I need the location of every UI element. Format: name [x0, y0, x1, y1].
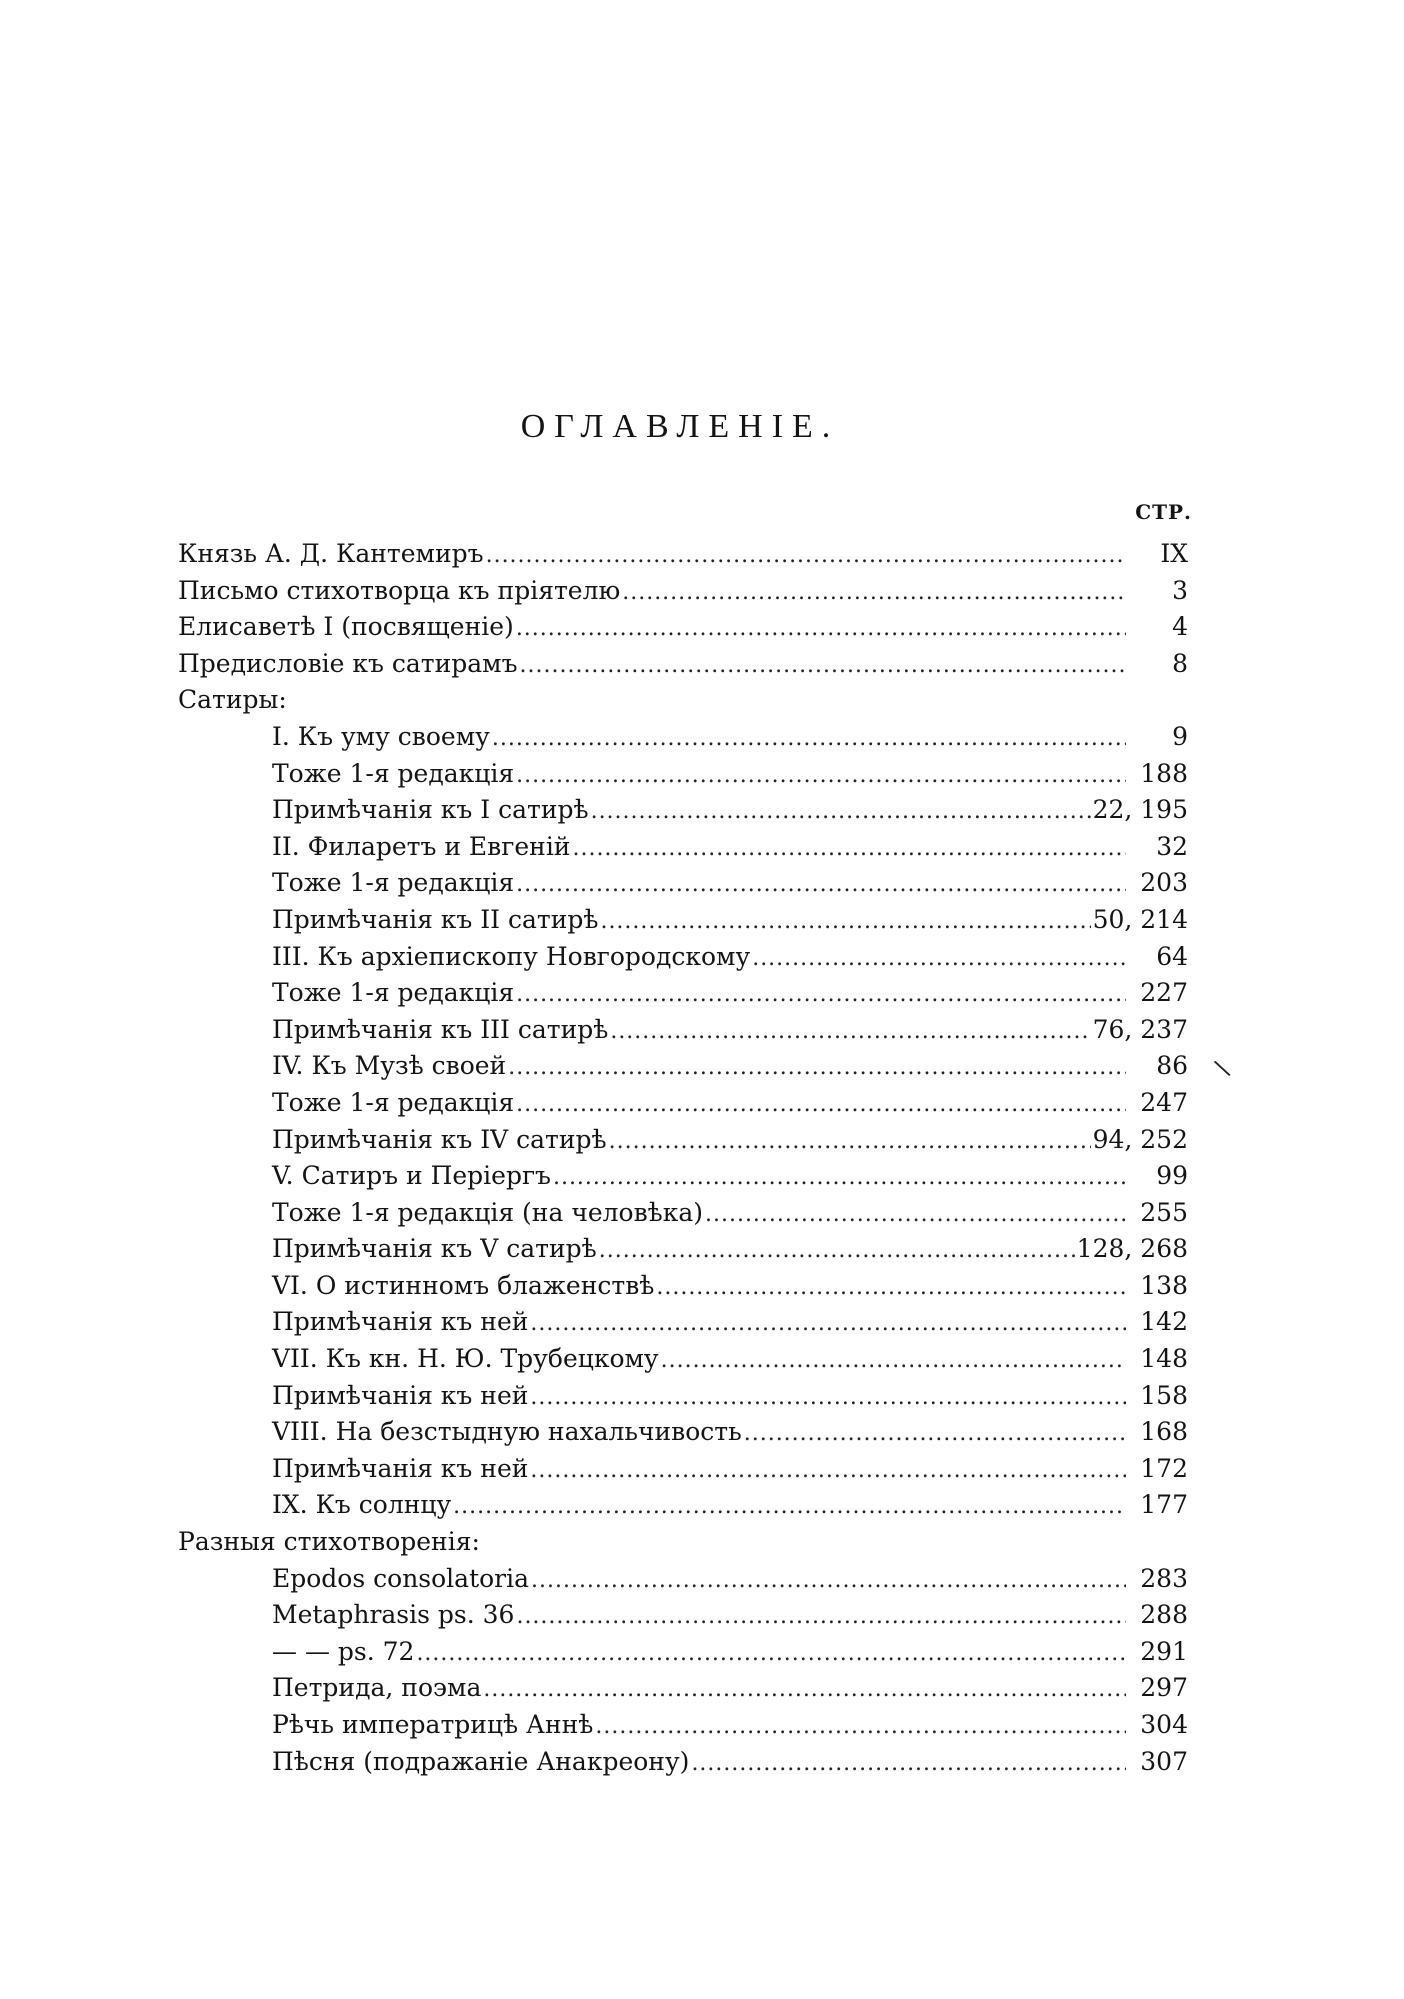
- toc-entry: [178, 756, 1196, 793]
- toc-entry-page: 307: [1140, 1746, 1188, 1776]
- toc-entry: [178, 1085, 1196, 1122]
- page-column-label: СТР.: [1135, 500, 1192, 524]
- toc-entry-title: Петрида, поэма: [272, 1673, 482, 1703]
- toc-entry-page: 177: [1140, 1490, 1188, 1520]
- toc-entry-page: 50, 214: [1092, 904, 1188, 934]
- toc-entry-title: Примѣчанія къ V сатирѣ: [272, 1234, 597, 1264]
- toc-entry: [178, 792, 1196, 829]
- dot-leader: [416, 1636, 1126, 1673]
- dot-leader: [661, 1343, 1126, 1380]
- dot-leader: [622, 575, 1126, 612]
- dot-leader: [530, 1380, 1126, 1417]
- dot-leader: [483, 1672, 1126, 1709]
- dot-leader: [530, 1306, 1126, 1343]
- toc-entry: [178, 1231, 1196, 1268]
- toc-entry: [178, 1707, 1196, 1744]
- dot-leader: [595, 1709, 1126, 1746]
- toc-entry-title: Пѣсня (подражаніе Анакреону): [272, 1746, 690, 1776]
- toc-entry: [178, 975, 1196, 1012]
- toc-entry: [178, 902, 1196, 939]
- toc-entry-title: Тоже 1-я редакція (на человѣка): [272, 1197, 704, 1227]
- toc-entry: [178, 1304, 1196, 1341]
- toc-entry: [178, 609, 1196, 646]
- dot-leader: [656, 1270, 1126, 1307]
- toc-entry-title: Разныя стихотворенія:: [178, 1527, 480, 1557]
- toc-entry: [178, 1195, 1196, 1232]
- toc-entry-page: 142: [1140, 1307, 1188, 1337]
- dot-leader: [530, 1453, 1126, 1490]
- toc-entry: [178, 1012, 1196, 1049]
- dot-leader: [744, 1416, 1126, 1453]
- toc-entry-page: 188: [1140, 758, 1188, 788]
- toc-entry-title: II. Филаретъ и Евгеній: [272, 831, 571, 861]
- dot-leader: [609, 1124, 1091, 1161]
- toc-entry: [178, 719, 1196, 756]
- toc-entry-page: 8: [1172, 648, 1188, 678]
- toc-entry-title: Тоже 1-я редакція: [272, 978, 515, 1008]
- toc-entry-title: Тоже 1-я редакція: [272, 758, 515, 788]
- toc-entry-title: Тоже 1-я редакція: [272, 868, 515, 898]
- toc-entry-title: Примѣчанія къ IV сатирѣ: [272, 1124, 607, 1154]
- toc-entry-page: 99: [1156, 1161, 1188, 1191]
- toc-entry-page: 291: [1140, 1636, 1188, 1666]
- toc-entry-page: 128, 268: [1076, 1234, 1188, 1264]
- toc-entry-title: VI. О истинномъ блаженствѣ: [272, 1270, 655, 1300]
- toc-entry: [178, 573, 1196, 610]
- toc-entry-page: 255: [1140, 1197, 1188, 1227]
- toc-entry-page: 64: [1156, 941, 1188, 971]
- toc-entry: [178, 1341, 1196, 1378]
- toc-entry: [178, 829, 1196, 866]
- toc-entry: [178, 1744, 1196, 1781]
- toc-entry: [178, 1378, 1196, 1415]
- dot-leader: [520, 648, 1126, 685]
- toc-entry-title: Тоже 1-я редакція: [272, 1087, 515, 1117]
- toc-entry-page: 138: [1140, 1270, 1188, 1300]
- toc-entry-title: III. Къ архіепископу Новгородскому: [272, 941, 751, 971]
- toc-entry: [178, 1451, 1196, 1488]
- dot-leader: [705, 1197, 1126, 1234]
- dot-leader: [610, 1014, 1090, 1051]
- toc-entry-title: Epodos consolatoria: [272, 1563, 530, 1593]
- toc-entry-title: Примѣчанія къ II сатирѣ: [272, 904, 599, 934]
- stray-pen-mark: \: [1211, 1053, 1233, 1083]
- toc-entry-page: 304: [1140, 1710, 1188, 1739]
- toc-entry-title: Примѣчанія къ ней: [272, 1380, 529, 1410]
- toc-entry-title: VII. Къ кн. Н. Ю. Трубецкому: [272, 1344, 659, 1374]
- toc-entry: [178, 1158, 1196, 1195]
- dot-leader: [492, 721, 1126, 758]
- toc-entry: [178, 1414, 1196, 1451]
- toc-entry: [178, 1487, 1196, 1524]
- dot-leader: [516, 1087, 1126, 1124]
- toc-entry: [178, 1268, 1196, 1305]
- toc-entry-page: IX: [1160, 539, 1188, 568]
- toc-entry-page: 86: [1156, 1051, 1188, 1081]
- toc-entry-title: Сатиры:: [178, 685, 287, 715]
- toc-entry-title: Рѣчь императрицѣ Аннѣ: [272, 1710, 594, 1739]
- dot-leader: [453, 1489, 1126, 1526]
- toc-entry-page: 288: [1140, 1600, 1188, 1630]
- toc-entry: [178, 682, 1196, 719]
- dot-leader: [600, 904, 1090, 941]
- toc-entry-title: — — ps. 72: [272, 1636, 415, 1666]
- toc-entry-page: 168: [1140, 1417, 1188, 1447]
- toc-entry-title: I. Къ уму своему: [272, 721, 490, 751]
- toc-entry-title: Metaphrasis ps. 36: [272, 1600, 515, 1630]
- toc-entry-title: Письмо стихотворца къ пріятелю: [178, 575, 621, 605]
- toc-entry: [178, 1524, 1196, 1561]
- toc-entry: [178, 1670, 1196, 1707]
- dot-leader: [516, 867, 1126, 904]
- dot-leader: [599, 1233, 1075, 1270]
- toc-entry-page: 227: [1140, 978, 1188, 1008]
- toc-entry: [178, 1048, 1196, 1085]
- toc-entry: [178, 1597, 1196, 1634]
- toc-entry: [178, 646, 1196, 683]
- toc-entry-page: 172: [1140, 1453, 1188, 1483]
- toc-entry-page: 158: [1140, 1380, 1188, 1410]
- toc-entry: [178, 939, 1196, 976]
- toc-entry-page: 148: [1140, 1344, 1188, 1374]
- toc-entry-title: Примѣчанія къ I сатирѣ: [272, 795, 589, 825]
- toc-entry-page: 76, 237: [1092, 1014, 1188, 1044]
- toc-entry-page: 32: [1156, 831, 1188, 861]
- dot-leader: [531, 1563, 1126, 1600]
- toc-entry-title: Примѣчанія къ III сатирѣ: [272, 1014, 609, 1044]
- dot-leader: [572, 831, 1126, 868]
- toc-entry-page: 22, 195: [1092, 795, 1188, 825]
- toc-entry-page: 203: [1140, 868, 1188, 898]
- toc-entry-page: 9: [1172, 721, 1188, 751]
- toc-entry-page: 283: [1140, 1563, 1188, 1593]
- dot-leader: [752, 941, 1126, 978]
- toc-entry-page: 3: [1172, 575, 1188, 605]
- dot-leader: [553, 1160, 1126, 1197]
- dot-leader: [591, 794, 1091, 831]
- toc-entry: [178, 1561, 1196, 1598]
- toc-entry-title: IV. Къ Музѣ своей: [272, 1051, 507, 1081]
- toc-entry: [178, 1122, 1196, 1159]
- toc-entry-title: Предисловіе къ сатирамъ: [178, 648, 518, 678]
- dot-leader: [508, 1050, 1126, 1087]
- toc-entry-title: V. Сатиръ и Періергъ: [272, 1161, 551, 1191]
- page-title: ОГЛАВЛЕНІЕ.: [520, 408, 840, 445]
- toc-entry-page: 4: [1172, 612, 1188, 642]
- toc-entry-title: VIII. На безстыдную нахальчивость: [272, 1417, 742, 1447]
- dot-leader: [516, 977, 1126, 1014]
- table-of-contents: [178, 536, 1196, 1780]
- toc-entry-title: Князь А. Д. Кантемиръ: [178, 539, 484, 568]
- dot-leader: [516, 1599, 1126, 1636]
- toc-entry-page: 297: [1140, 1673, 1188, 1703]
- toc-entry: [178, 536, 1196, 573]
- toc-entry-title: Примѣчанія къ ней: [272, 1453, 529, 1483]
- toc-entry-page: 247: [1140, 1087, 1188, 1117]
- toc-entry-title: IX. Къ солнцу: [272, 1490, 452, 1520]
- dot-leader: [486, 538, 1126, 575]
- toc-entry: [178, 865, 1196, 902]
- dot-leader: [691, 1746, 1126, 1783]
- toc-entry: [178, 1634, 1196, 1671]
- dot-leader: [516, 611, 1126, 648]
- toc-entry-title: Елисаветѣ I (посвященіе): [178, 612, 514, 642]
- toc-entry-page: 94, 252: [1092, 1124, 1188, 1154]
- toc-entry-title: Примѣчанія къ ней: [272, 1307, 529, 1337]
- dot-leader: [516, 758, 1126, 795]
